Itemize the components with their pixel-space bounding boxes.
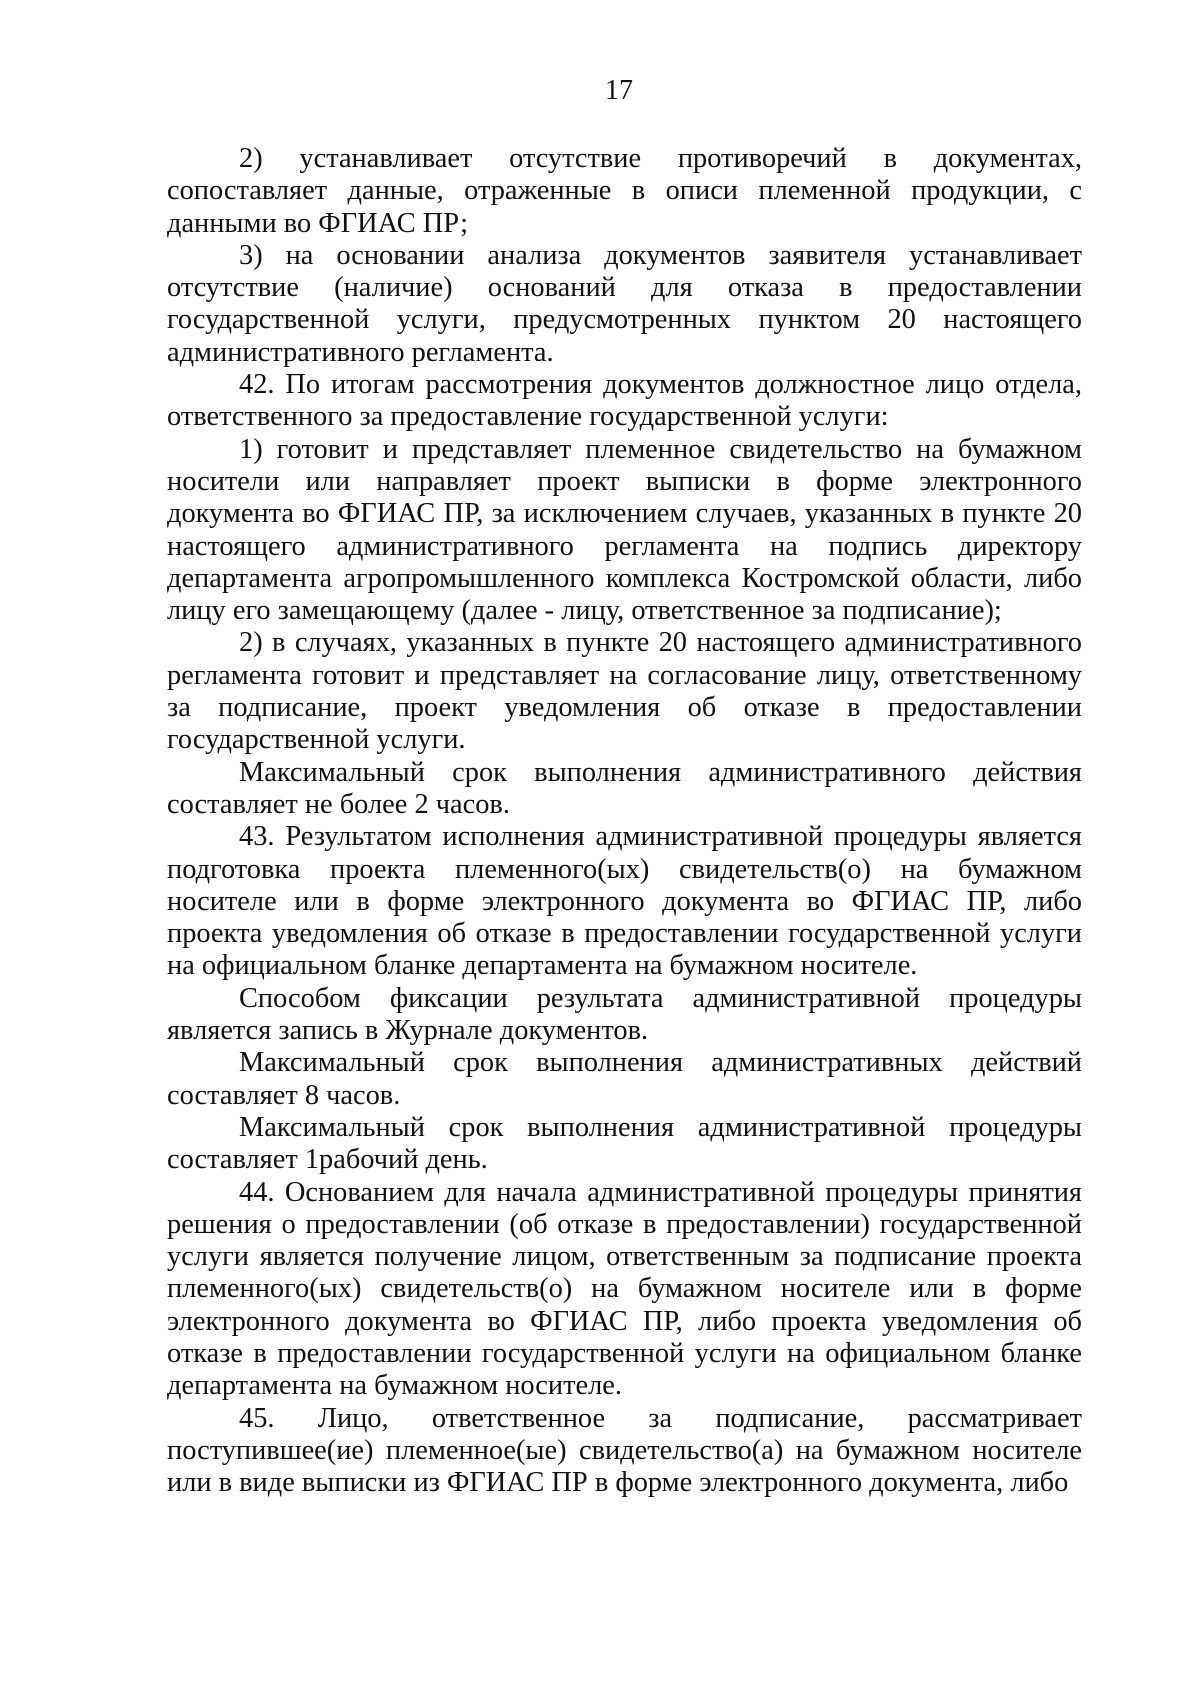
paragraph-item-2-contradictions: 2) устанавливает отсутствие противоречий в документах, сопоставляет данные, отраженные в описи племенной продукции, с данными во ФГИАС ПР; (167, 143, 1082, 239)
document-body (167, 143, 1082, 1499)
paragraph-42-item-1: 1) готовит и представляет племенное свидетельство на бумажном носители или направляет проект выписки в форме электронного документа во ФГИАС ПР, за исключением случаев, указанных в пункте 20 настоящего административного регламента на подпись директору департамента агропромышленного комплекса Костромской области, либо лицу его замещающему (далее - лицу, ответственное за подписание); (167, 433, 1082, 627)
paragraph-item-3-grounds: 3) на основании анализа документов заявителя устанавливает отсутствие (наличие) оснований для отказа в предоставлении государственной услуги, предусмотренных пунктом 20 настоящего административного регламента. (167, 239, 1082, 368)
paragraph-42-item-2: 2) в случаях, указанных в пункте 20 настоящего административного регламента готовит и представляет на согласование лицу, ответственному за подписание, проект уведомления об отказе в предоставлении государственной услуги. (167, 627, 1082, 756)
paragraph-42: 42. По итогам рассмотрения документов должностное лицо отдела, ответственного за предоставление государственной услуги: (167, 369, 1082, 433)
paragraph-max-term-1-day: Максимальный срок выполнения административной процедуры составляет 1рабочий день. (167, 1111, 1082, 1176)
paragraph-max-term-8-hours: Максимальный срок выполнения административных действий составляет 8 часов. (167, 1047, 1082, 1111)
paragraph-45: 45. Лицо, ответственное за подписание, рассматривает поступившее(ие) племенное(ые) свидетельство(а) на бумажном носителе или в виде выписки из ФГИАС ПР в форме электронного документа, либо (167, 1402, 1082, 1499)
paragraph-43: 43. Результатом исполнения административной процедуры является подготовка проекта племенного(ых) свидетельств(о) на бумажном носителе или в форме электронного документа во ФГИАС ПР, либо проекта уведомления об отказе в предоставлении государственной услуги на официальном бланке департамента на бумажном носителе. (167, 821, 1082, 982)
paragraph-44: 44. Основанием для начала административной процедуры принятия решения о предоставлении (об отказе в предоставлении) государственной услуги является получение лицом, ответственным за подписание проекта племенного(ых) свидетельств(о) на бумажном носителе или в форме электронного документа во ФГИАС ПР, либо проекта уведомления об отказе в предоставлении государственной услуги на официальном бланке департамента на бумажном носителе. (167, 1176, 1082, 1402)
paragraph-fixation-method: Способом фиксации результата административной процедуры является запись в Журнале документов. (167, 982, 1082, 1047)
paragraph-max-term-2-hours: Максимальный срок выполнения административного действия составляет не более 2 часов. (167, 756, 1082, 820)
page-number: 17 (605, 75, 633, 106)
